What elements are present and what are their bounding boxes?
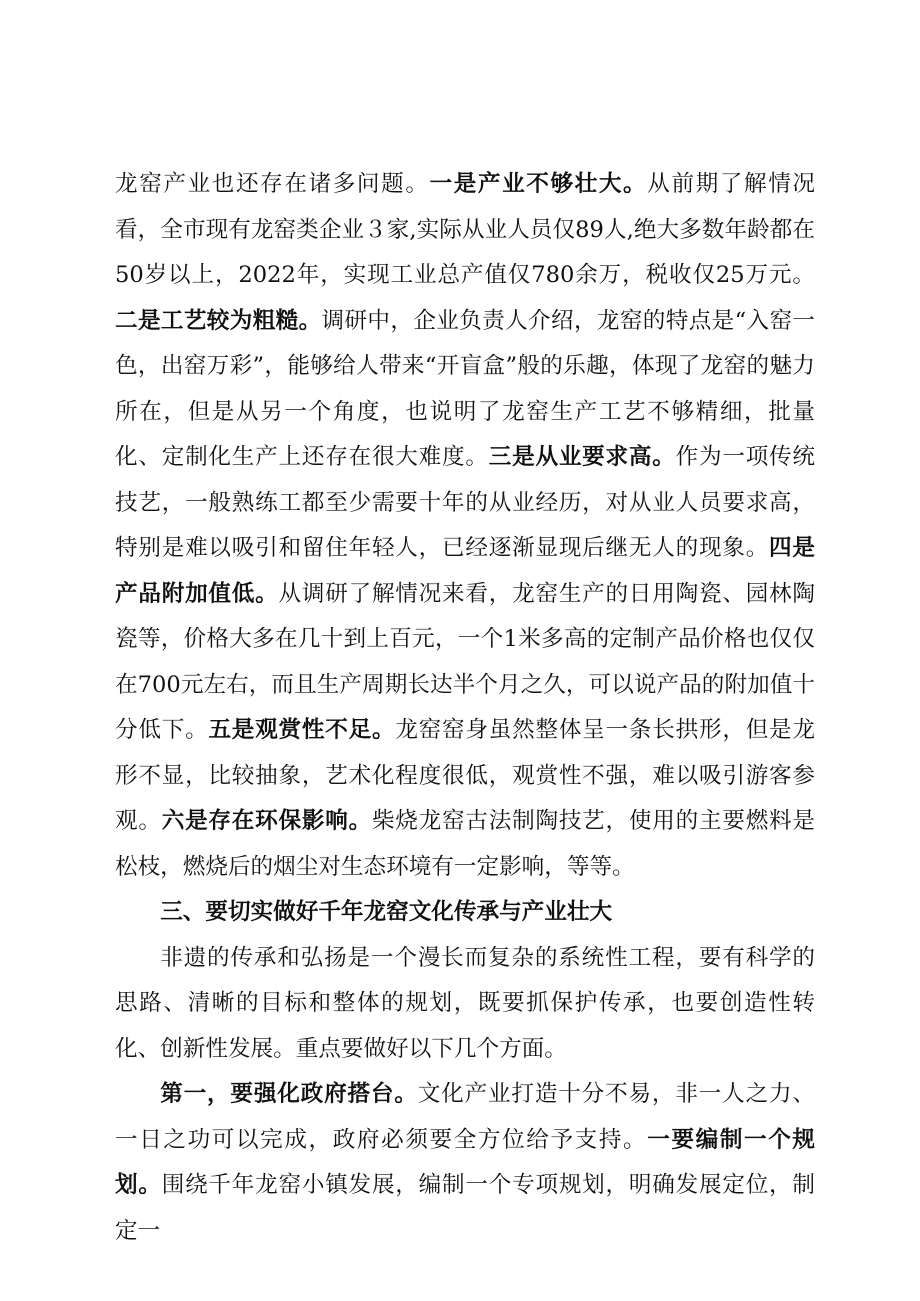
point-two-heading: 二是工艺较为粗糙。 [115,307,322,334]
paragraph-problems [115,162,815,890]
plan-heading: 一要编制一个规划。 [115,1126,816,1198]
point-five-heading: 五是观赏性不足。 [208,717,396,743]
paragraph-overview: 非遗的传承和弘扬是一个漫长而复杂的系统性工程，要有科学的思路、清晰的目标和整体的规划，既要抓保护传承，也要创造性转化、创新性发展。重点要做好以下几个方面。 [115,944,815,1062]
plan-text: 围绕千年龙窑小镇发展，编制一个专项规划，明确发展定位，制定一 [115,1172,816,1244]
point-four-text: 从调研了解情况来看，龙窑生产的日用陶瓷、园林陶瓷等，价格大多在几十到上百元，一个1米多高的定制产品价格也仅仅在700元左右，而且生产周期长达半个月之久，可以说产品的附加值十分低下。 [115,580,816,743]
point-one-heading: 一是产业不够壮大。 [429,171,648,197]
point-six-heading: 六是存在环保影响。 [161,808,372,834]
point-three-text: 作为一项传统技艺，一般熟练工都至少需要十年的从业经历，对从业人员要求高，特别是难以吸引和留住年轻人，已经逐渐显现后继无人的现象。 [115,444,816,561]
point-two-text: 调研中，企业负责人介绍，龙窑的特点是“入窑一色，出窑万彩”，能够给人带来“开盲盒”般的乐趣，体现了龙窑的魅力所在，但是从另一个角度，也说明了龙窑生产工艺不够精细，批量化、定制化生产上还存在很大难度。 [115,307,815,470]
first-measure-text: 文化产业打造十分不易，非一人之力、一日之功可以完成，政府必须要全方位给予支持。 [115,1081,816,1153]
section-heading: 三、要切实做好千年龙窑文化传承与产业壮大 [160,899,613,925]
point-one-text: 从前期了解情况看，全市现有龙窑类企业３家,实际从业人员仅89人,绝大多数年龄都在50岁以上，2022年，实现工业总产值仅780余万，税收仅25万元。 [115,171,816,288]
point-five-text: 龙窑窑身虽然整体呈一条长拱形，但是龙形不显，比较抽象，艺术化程度很低，观赏性不强，难以吸引游客参观。 [115,717,816,834]
point-four-heading: 四是产品附加值低。 [115,535,815,607]
document-page [115,162,815,1254]
paragraph-problems-intro: 龙窑产业也还存在诸多问题。 [115,171,430,197]
point-six-text: 柴烧龙窑古法制陶技艺，使用的主要燃料是松枝，燃烧后的烟尘对生态环境有一定影响，等等。 [115,808,816,880]
first-measure-heading: 第一，要强化政府搭台。 [160,1081,418,1107]
point-three-heading: 三是从业要求高。 [488,444,676,470]
paragraph-government [115,1072,815,1254]
